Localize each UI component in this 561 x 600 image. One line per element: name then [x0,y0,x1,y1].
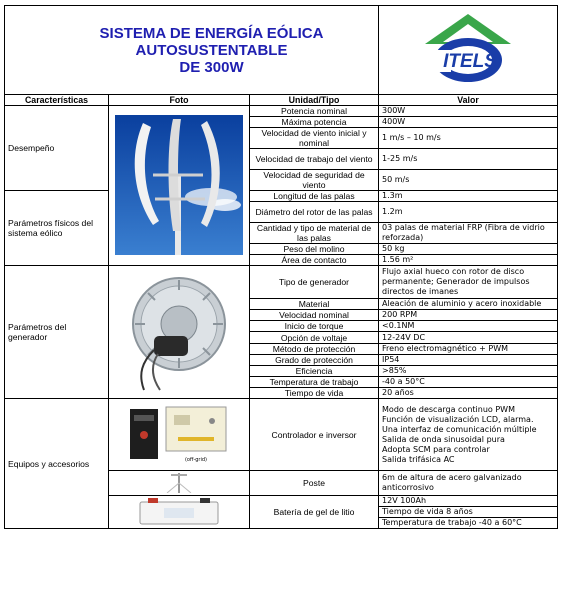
page-title [45,25,378,76]
unit-cell: Método de protección [250,343,379,354]
unit-cell: Potencia nominal [250,106,379,117]
unit-cell: Tiempo de vida [250,387,379,398]
value-cell: 50 m/s [379,170,558,191]
unit-cell: Temperatura de trabajo [250,376,379,387]
unit-cell: Cantidad y tipo de material de las palas [250,223,379,244]
value-cell: >85% [379,365,558,376]
title-line-1: SISTEMA DE ENERGÍA EÓLICA [99,24,324,42]
category-parametros-fisicos: Parámetros físicos del sistema eólico [5,191,109,266]
unit-cell: Tipo de generador [250,266,379,299]
value-cell: -40 a 50°C [379,376,558,387]
value-cell: 12-24V DC [379,332,558,343]
column-header-row [5,95,558,106]
table-row [5,106,558,117]
value-cell: 400W [379,117,558,128]
spec-table [4,5,558,529]
header-row [5,6,558,95]
generator-image [124,266,234,396]
spec-sheet [4,5,557,529]
unit-cell: Opción de voltaje [250,332,379,343]
value-cell: 1 m/s – 10 m/s [379,128,558,149]
value-cell: IP54 [379,354,558,365]
value-cell: 200 RPM [379,310,558,321]
unit-cell: Velocidad nominal [250,310,379,321]
value-cell: 20 años [379,387,558,398]
value-cell: 03 palas de material FRP (Fibra de vidrio reforzada) [379,223,558,244]
value-cell: Modo de descarga continuo PWM Función de visualización LCD, alarma. Una interfaz de comunicación múltiple Salida de onda sinusoidal pura Adopta SCM para controlar Salida trifásica AC [379,399,558,471]
unit-cell: Peso del molino [250,244,379,255]
unit-cell: Eficiencia [250,365,379,376]
value-cell: Aleación de aluminio y acero inoxidable [379,299,558,310]
value-cell: 6m de altura de acero galvanizado anticorrosivo [379,471,558,496]
logo-text: ITELS [443,51,497,72]
pole-image [149,471,209,493]
value-cell: Tiempo de vida 8 años [379,507,558,518]
title-cell [5,6,379,95]
title-line-3: DE 300W [179,58,244,76]
value-cell: 12V 100Ah [379,496,558,507]
col-foto: Foto [109,95,250,106]
photo-wind-turbine [109,106,250,266]
value-cell: Temperatura de trabajo -40 a 60°C [379,518,558,529]
unit-cell: Batería de gel de litio [250,496,379,529]
unit-cell: Poste [250,471,379,496]
itels-logo [379,6,557,94]
unit-cell: Material [250,299,379,310]
itels-logo-icon [423,10,513,90]
unit-cell: Diámetro del rotor de las palas [250,202,379,223]
value-cell: 1.2m [379,202,558,223]
value-cell: 1.56 m² [379,255,558,266]
value-cell: 50 kg [379,244,558,255]
photo-pole [109,471,250,496]
category-desempeno: Desempeño [5,106,109,191]
table-row [5,266,558,299]
table-row [5,191,558,202]
value-cell: 1-25 m/s [379,149,558,170]
unit-cell: Velocidad de trabajo del viento [250,149,379,170]
value-cell: 300W [379,106,558,117]
title-line-2: AUTOSUSTENTABLE [135,41,288,59]
unit-cell: Grado de protección [250,354,379,365]
offgrid-label: (off-grid) [184,456,208,463]
unit-cell: Longitud de las palas [250,191,379,202]
col-unidad: Unidad/Tipo [250,95,379,106]
table-row [5,399,558,471]
unit-cell: Inicio de torque [250,321,379,332]
unit-cell: Máxima potencia [250,117,379,128]
photo-generator [109,266,250,399]
unit-cell: Velocidad de seguridad de viento [250,170,379,191]
col-valor: Valor [379,95,558,106]
value-cell: Freno electromagnético + PWM [379,343,558,354]
logo-cell [379,6,558,95]
unit-cell: Velocidad de viento inicial y nominal [250,128,379,149]
category-parametros-generador: Parámetros del generador [5,266,109,399]
col-caracteristicas: Características [5,95,109,106]
unit-cell: Controlador e inversor [250,399,379,471]
category-equipos: Equipos y accesorios [5,399,109,529]
wind-turbine-image [115,115,243,255]
controller-inverter-image [120,401,238,467]
photo-controller-inverter [109,399,250,471]
unit-cell: Área de contacto [250,255,379,266]
value-cell: Flujo axial hueco con rotor de disco permanente; Generador de impulsos directos de imanes [379,266,558,299]
value-cell: 1.3m [379,191,558,202]
battery-image [134,496,224,526]
photo-battery [109,496,250,529]
value-cell: <0.1NM [379,321,558,332]
